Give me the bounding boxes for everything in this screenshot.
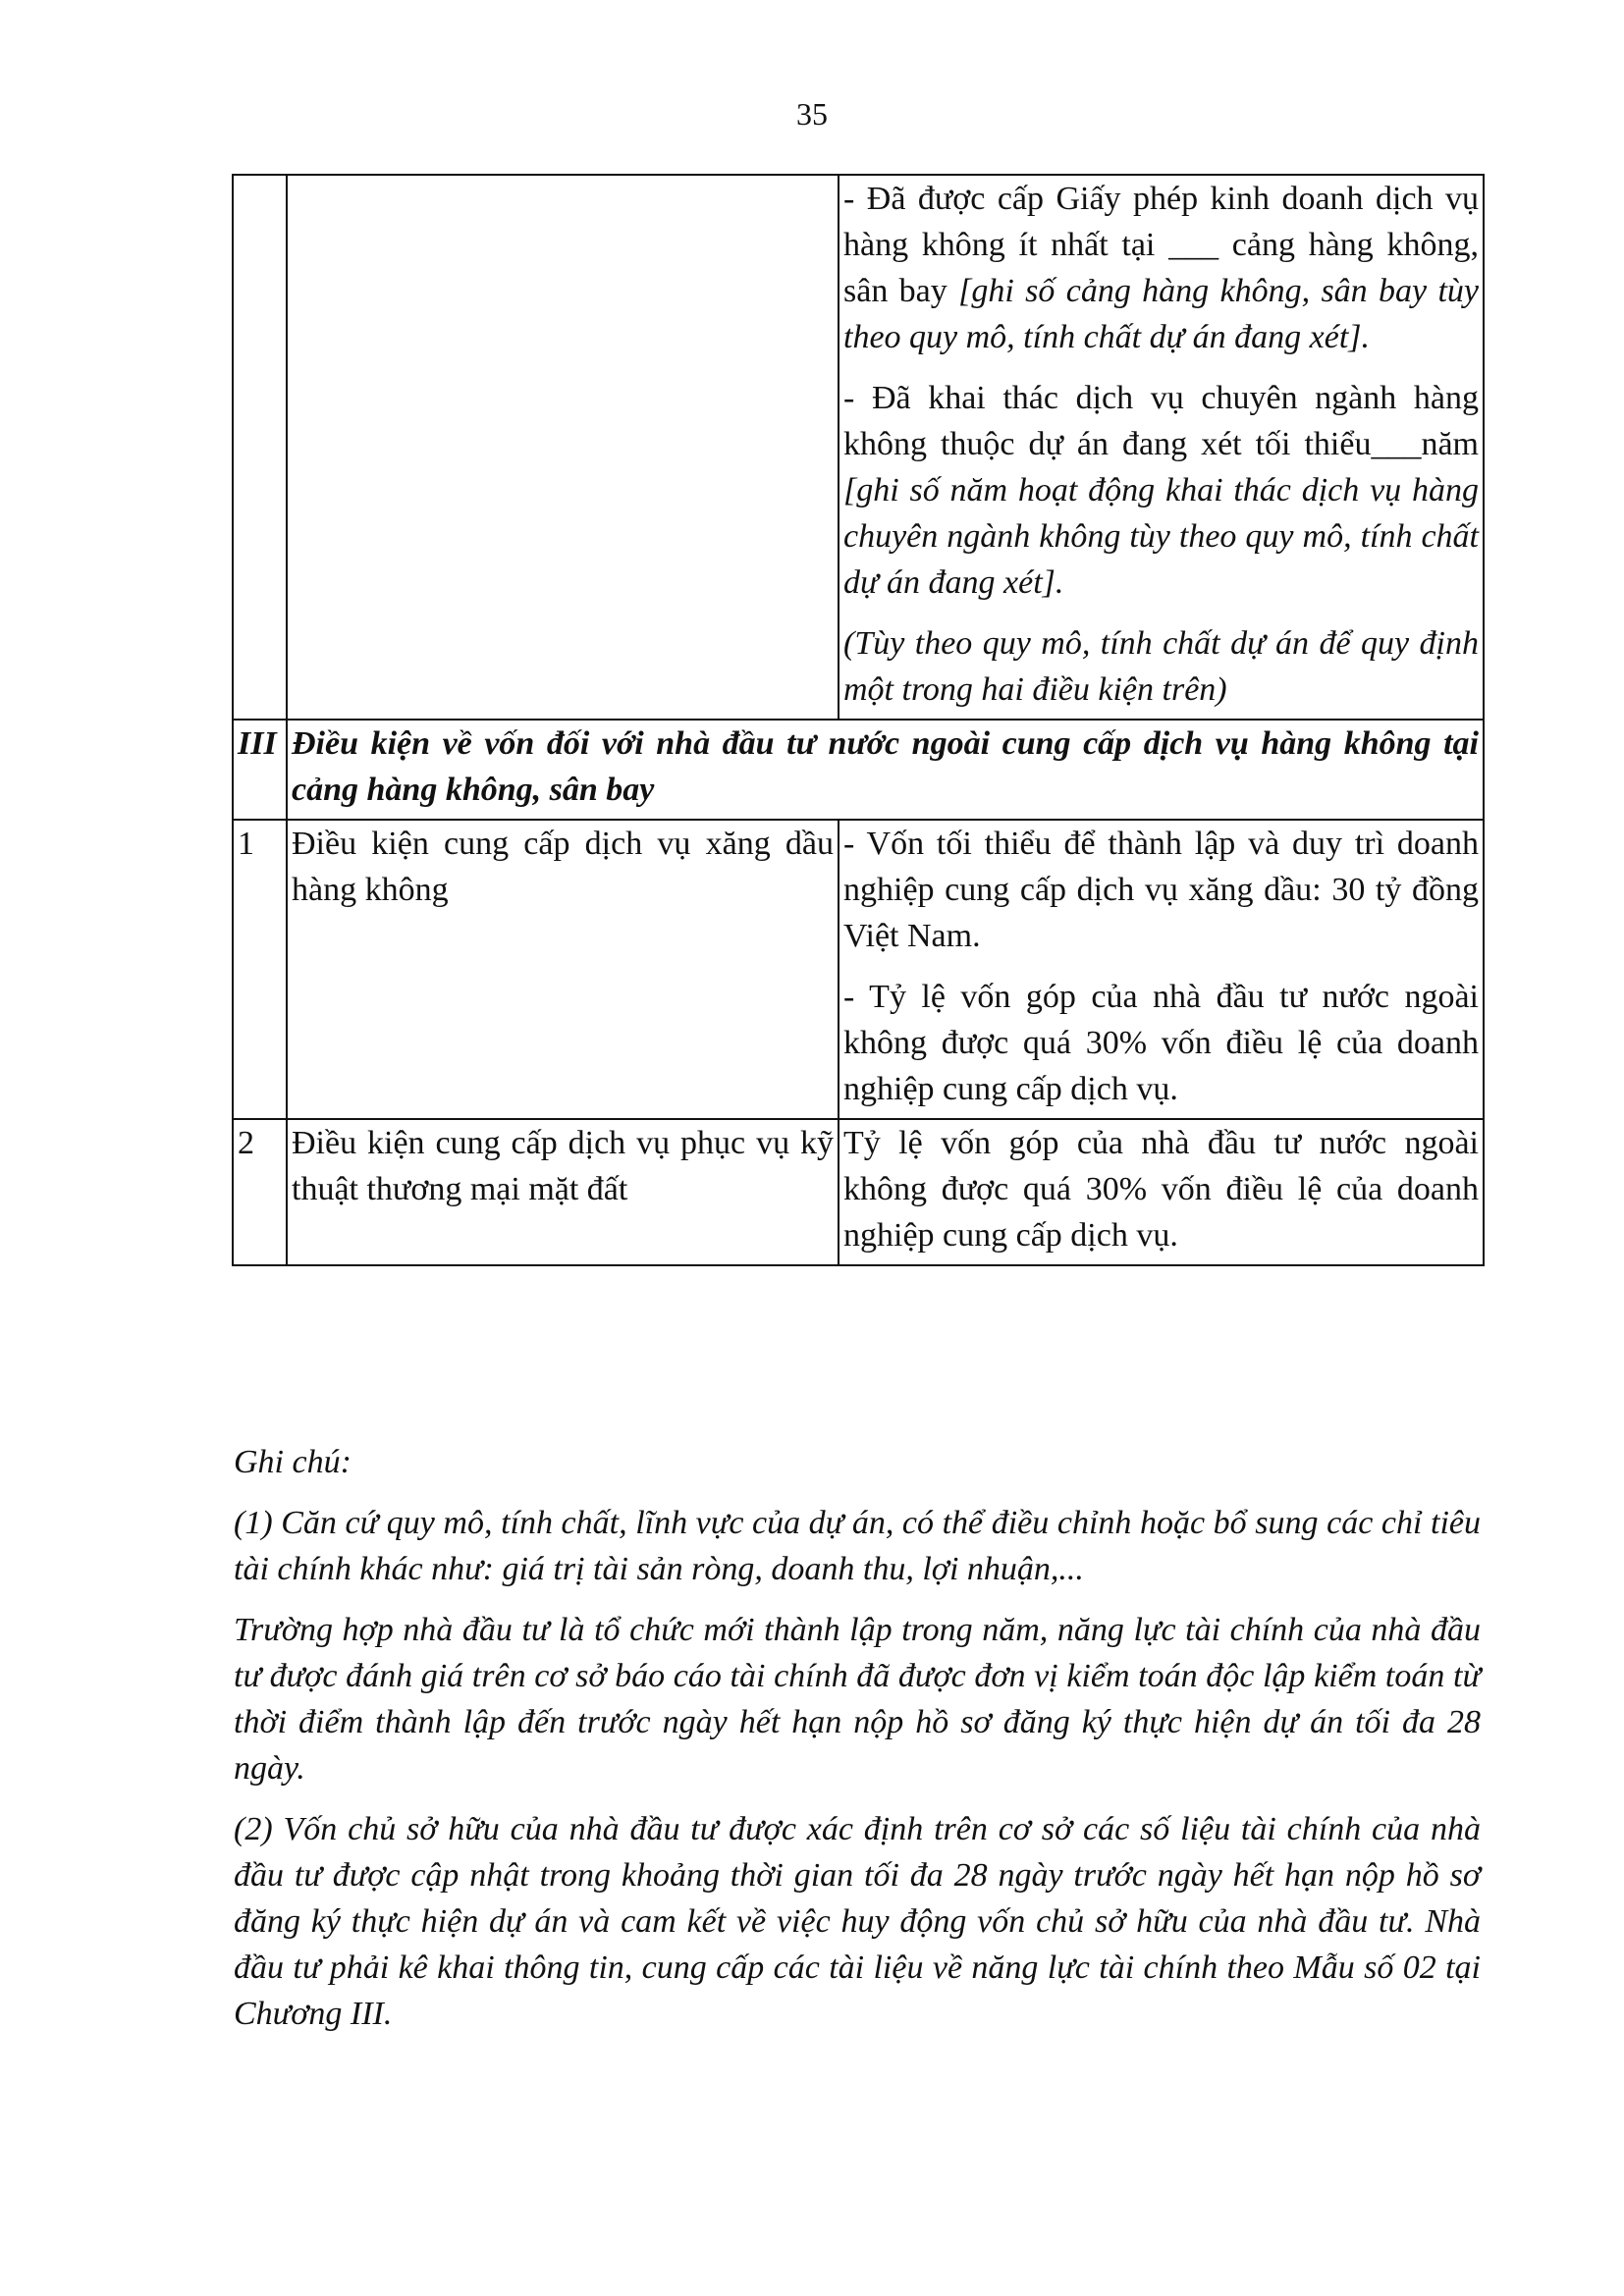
table-section-row bbox=[233, 720, 1484, 820]
requirement-item: Tỷ lệ vốn góp của nhà đầu tư nước ngoài không được quá 30% vốn điều lệ của doanh nghiệp cung cấp dịch vụ. bbox=[843, 1125, 1479, 1254]
row-number: 2 bbox=[233, 1119, 287, 1265]
requirement-experience-text: - Đã khai thác dịch vụ chuyên ngành hàng không thuộc dự án đang xét tối thiểu___năm bbox=[843, 380, 1479, 462]
requirement-experience-note: [ghi số năm hoạt động khai thác dịch vụ hàng chuyên ngành không tùy theo quy mô, tính chất dự án đang xét]. bbox=[843, 472, 1479, 601]
note-paragraph: Trường hợp nhà đầu tư là tổ chức mới thành lập trong năm, năng lực tài chính của nhà đầu tư được đánh giá trên cơ sở báo cáo tài chính đã được đơn vị kiểm toán độc lập kiểm toán từ thời điểm thành lập đến trước ngày hết hạn nộp hồ sơ đăng ký thực hiện dự án tối đa 28 ngày. bbox=[234, 1612, 1481, 1787]
notes-section bbox=[234, 1439, 1481, 2052]
cell-criterion-empty bbox=[287, 175, 839, 720]
notes-heading: Ghi chú: bbox=[234, 1444, 352, 1480]
row-requirements bbox=[839, 1119, 1484, 1265]
requirement-choice-note: (Tùy theo quy mô, tính chất dự án để quy định một trong hai điều kiện trên) bbox=[843, 625, 1479, 708]
row-requirements bbox=[839, 820, 1484, 1119]
row-criterion: Điều kiện cung cấp dịch vụ xăng dầu hàng không bbox=[287, 820, 839, 1119]
table-row-continuation bbox=[233, 175, 1484, 720]
requirement-license-paragraph bbox=[843, 176, 1479, 360]
note-paragraph: (2) Vốn chủ sở hữu của nhà đầu tư được xác định trên cơ sở các số liệu tài chính của nhà đầu tư được cập nhật trong khoảng thời gian tối đa 28 ngày trước ngày hết hạn nộp hồ sơ đăng ký thực hiện dự án và cam kết về việc huy động vốn chủ sở hữu của nhà đầu tư. Nhà đầu tư phải kê khai thông tin, cung cấp các tài liệu về năng lực tài chính theo Mẫu số 02 tại Chương III. bbox=[234, 1811, 1481, 2032]
requirement-license-text: - Đã được cấp Giấy phép kinh doanh dịch vụ hàng không ít nhất tại ___ cảng hàng không, sân bay bbox=[843, 181, 1479, 309]
cell-requirements-continuation bbox=[839, 175, 1484, 720]
section-title: Điều kiện về vốn đối với nhà đầu tư nước ngoài cung cấp dịch vụ hàng không tại cảng hàng không, sân bay bbox=[287, 720, 1484, 820]
requirement-item: - Vốn tối thiểu để thành lập và duy trì doanh nghiệp cung cấp dịch vụ xăng dầu: 30 tỷ đồng Việt Nam. bbox=[843, 826, 1479, 954]
cell-number-empty bbox=[233, 175, 287, 720]
table-row bbox=[233, 820, 1484, 1119]
page-number: 35 bbox=[796, 96, 828, 132]
requirement-experience-paragraph bbox=[843, 375, 1479, 606]
requirement-item: - Tỷ lệ vốn góp của nhà đầu tư nước ngoài không được quá 30% vốn điều lệ của doanh nghiệp cung cấp dịch vụ. bbox=[843, 979, 1479, 1107]
section-number: III bbox=[233, 720, 287, 820]
row-number: 1 bbox=[233, 820, 287, 1119]
criteria-table bbox=[232, 174, 1485, 1266]
note-paragraph: (1) Căn cứ quy mô, tính chất, lĩnh vực của dự án, có thể điều chỉnh hoặc bổ sung các chỉ tiêu tài chính khác như: giá trị tài sản ròng, doanh thu, lợi nhuận,... bbox=[234, 1505, 1481, 1587]
row-criterion: Điều kiện cung cấp dịch vụ phục vụ kỹ thuật thương mại mặt đất bbox=[287, 1119, 839, 1265]
table-row bbox=[233, 1119, 1484, 1265]
requirement-license-note: [ghi số cảng hàng không, sân bay tùy theo quy mô, tính chất dự án đang xét]. bbox=[843, 273, 1480, 355]
